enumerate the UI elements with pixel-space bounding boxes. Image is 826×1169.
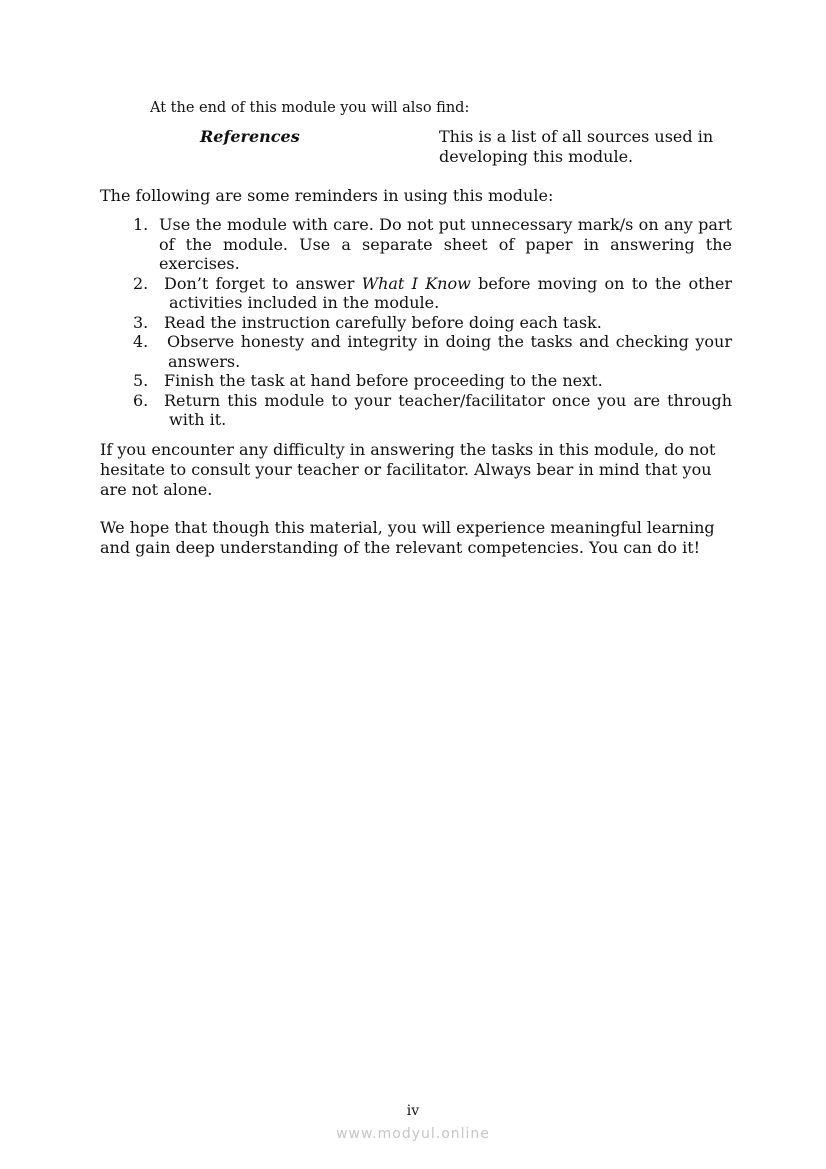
list-item-text: Read the instruction carefully before doing each task. — [164, 312, 602, 332]
list-item — [100, 215, 732, 274]
list-item — [100, 332, 732, 371]
list-item-text — [164, 274, 732, 313]
list-item-number: 6. — [133, 390, 149, 410]
references-description: This is a list of all sources used in developing this module. — [439, 127, 714, 166]
list-item-text-before: Don’t forget to answer — [164, 273, 362, 293]
references-term: References — [200, 127, 300, 146]
list-item-text: Finish the task at hand before proceeding to the next. — [164, 371, 603, 390]
reminders-list — [100, 215, 732, 430]
intro-text: At the end of this module you will also find: — [150, 100, 470, 116]
list-item-text: Return this module to your teacher/facilitator once you are through with it. — [164, 390, 732, 429]
list-item-number: 5. — [133, 371, 149, 390]
what-i-know-emphasis: What I Know — [361, 273, 471, 293]
watermark: www.modyul.online — [336, 1126, 490, 1142]
list-item — [100, 274, 732, 313]
reminders-heading: The following are some reminders in using this module: — [100, 186, 554, 205]
list-item-number: 4. — [133, 332, 149, 351]
list-item-number: 1. — [133, 215, 149, 234]
closing-paragraph: We hope that though this material, you will experience meaningful learning and gain deep understanding of the relevant competencies. You can do it! — [100, 518, 715, 557]
list-item — [100, 313, 732, 333]
list-item-text-after: before moving on to the other activities included in the module. — [169, 273, 733, 312]
list-item — [100, 391, 732, 430]
page-number: iv — [406, 1103, 420, 1119]
list-item — [100, 371, 732, 391]
list-item-text: Observe honesty and integrity in doing the tasks and checking your answers. — [167, 332, 732, 371]
list-item-number: 2. — [133, 273, 149, 293]
list-item-text: Use the module with care. Do not put unnecessary mark/s on any part of the module. Use a separate sheet of paper in answering the exercises. — [159, 215, 732, 273]
difficulty-paragraph: If you encounter any difficulty in answering the tasks in this module, do not hesitate to consult your teacher or facilitator. Always bear in mind that you are not alone. — [100, 440, 716, 499]
list-item-number: 3. — [133, 312, 149, 332]
